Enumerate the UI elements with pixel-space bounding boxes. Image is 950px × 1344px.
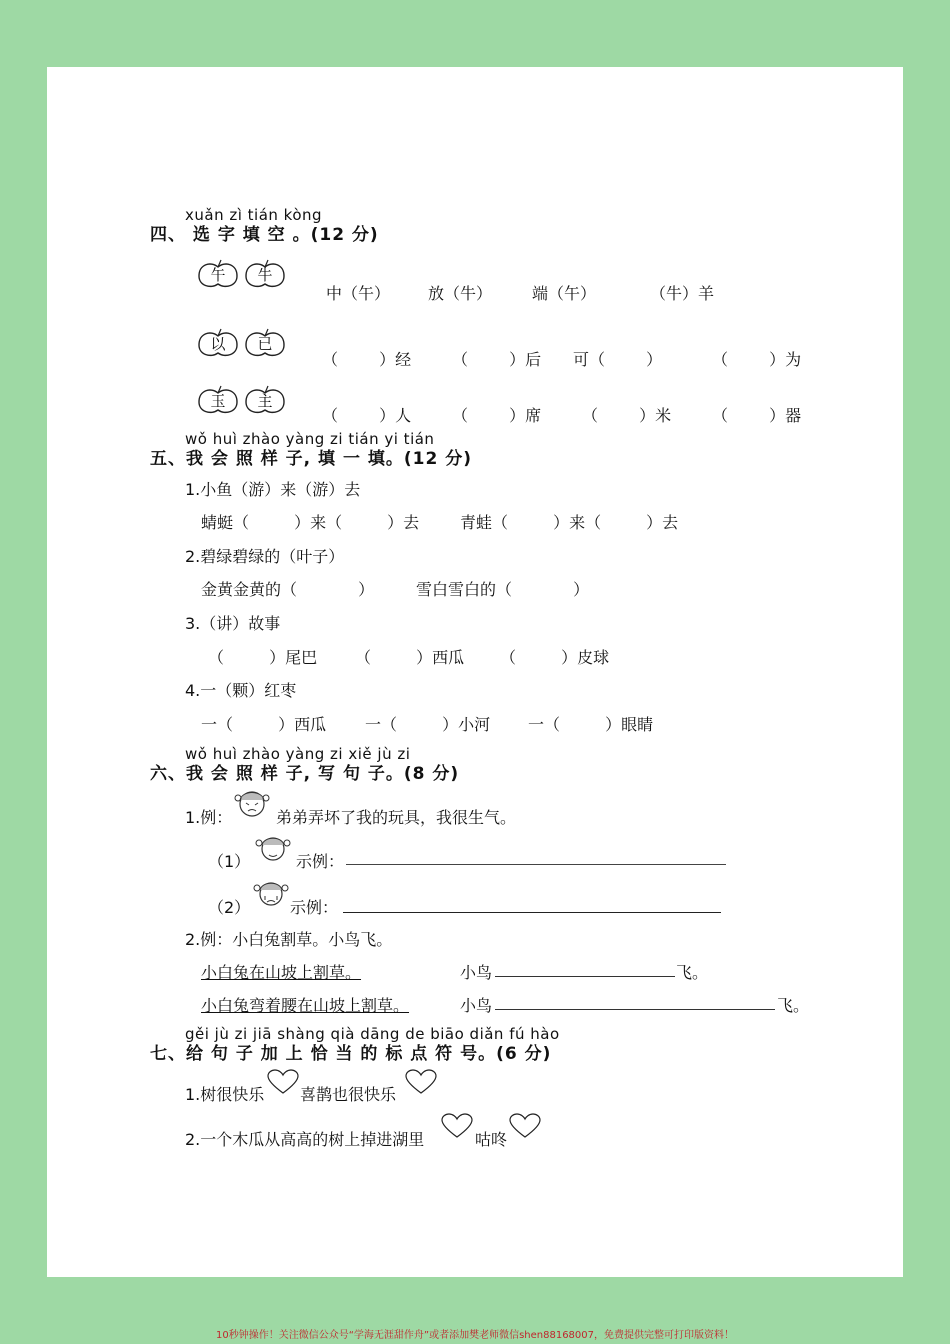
heart-blank-icon[interactable] bbox=[266, 1069, 300, 1095]
answer-line[interactable] bbox=[346, 864, 726, 865]
answer-item: 雪白雪白的（ ） bbox=[416, 580, 590, 599]
sec5-pinyin: wǒ huì zhào yàng zi tián yi tián bbox=[185, 430, 435, 448]
answer-item: 可（ ） bbox=[573, 350, 663, 369]
apple-icon: 牛 bbox=[242, 258, 288, 290]
worksheet-page bbox=[47, 67, 903, 1277]
answer-line[interactable] bbox=[343, 912, 721, 913]
sec6-pinyin: wǒ huì zhào yàng zi xiě jù zi bbox=[185, 745, 411, 763]
answer-item: （ ）器 bbox=[712, 406, 802, 425]
sentence-b-post: 飞。 bbox=[777, 996, 810, 1015]
question-part: 喜鹊也很快乐 bbox=[300, 1085, 397, 1104]
crying-girl-icon bbox=[252, 877, 290, 911]
question: 4.一（颗）红枣 bbox=[185, 681, 297, 700]
smiling-girl-icon bbox=[254, 832, 292, 866]
answer-item: 中（午） bbox=[326, 284, 391, 303]
answer-item: （ ）尾巴 bbox=[208, 648, 318, 667]
answer-item: 一（ ）小河 bbox=[365, 715, 491, 734]
apple-icon: 以 bbox=[195, 327, 241, 359]
question: 3.（讲）故事 bbox=[185, 614, 281, 633]
sentence-a-text: 小白兔弯着腰在山坡上割草。 bbox=[201, 996, 410, 1015]
heart-blank-icon[interactable] bbox=[508, 1113, 542, 1139]
answer-item: （ ）米 bbox=[582, 406, 672, 425]
sec4-title: 四、 选 字 填 空 。(12 分) bbox=[150, 225, 379, 245]
sentence-a bbox=[201, 960, 361, 983]
question-part: 咕咚 bbox=[475, 1130, 508, 1149]
sentence-b-pre: 小鸟 bbox=[460, 963, 493, 982]
example-label: 示例： bbox=[296, 852, 345, 871]
sec5-title: 五、我 会 照 样 子, 填 一 填。(12 分) bbox=[150, 449, 473, 469]
answer-item: 蜻蜓（ ）来（ ）去 bbox=[201, 513, 420, 532]
answer-item: （ ）人 bbox=[322, 406, 412, 425]
apple-icon: 玉 bbox=[195, 384, 241, 416]
answer-item: （ ）席 bbox=[452, 406, 542, 425]
answer-item: 一（ ）眼睛 bbox=[528, 715, 654, 734]
answer-item: 金黄金黄的（ ） bbox=[201, 580, 375, 599]
answer-item: （ ）后 bbox=[452, 350, 542, 369]
answer-item: 青蛙（ ）来（ ）去 bbox=[460, 513, 679, 532]
sentence-b-pre: 小鸟 bbox=[460, 996, 493, 1015]
example-sentence: 弟弟弄坏了我的玩具，我很生气。 bbox=[276, 808, 517, 827]
sentence-b-post: 飞。 bbox=[676, 963, 709, 982]
footer-note: 10秒钟操作！关注微信公众号“学海无涯甜作舟”或者添加樊老师微信shen88168007，免费提供完整可打印版资料！ bbox=[215, 1330, 735, 1341]
answer-item: （ ）为 bbox=[712, 350, 802, 369]
question-part: 1.树很快乐 bbox=[185, 1085, 265, 1104]
example-label: 示例： bbox=[290, 898, 339, 917]
sec6-title: 六、我 会 照 样 子, 写 句 子。(8 分) bbox=[150, 764, 460, 784]
answer-line[interactable] bbox=[495, 976, 675, 977]
sentence-a-text: 小白兔在山坡上割草。 bbox=[201, 963, 362, 982]
heart-blank-icon[interactable] bbox=[404, 1069, 438, 1095]
example-label: 1.例： bbox=[185, 808, 233, 827]
sub-number: （1） bbox=[208, 852, 251, 871]
question-part: 2.一个木瓜从高高的树上掉进湖里 bbox=[185, 1130, 425, 1149]
question: 1.小鱼（游）来（游）去 bbox=[185, 480, 361, 499]
answer-item: 一（ ）西瓜 bbox=[201, 715, 327, 734]
angry-girl-icon bbox=[232, 786, 272, 822]
answer-item: （ ）经 bbox=[322, 350, 412, 369]
answer-item: （ ）皮球 bbox=[500, 648, 610, 667]
question: 2.例：小白兔割草。小鸟飞。 bbox=[185, 930, 393, 949]
apple-icon: 已 bbox=[242, 327, 288, 359]
answer-item: （牛）羊 bbox=[650, 284, 715, 303]
sec4-pinyin: xuǎn zì tián kòng bbox=[185, 206, 323, 224]
heart-blank-icon[interactable] bbox=[440, 1113, 474, 1139]
question: 2.碧绿碧绿的（叶子） bbox=[185, 547, 345, 566]
sec7-title: 七、给 句 子 加 上 恰 当 的 标 点 符 号。(6 分) bbox=[150, 1044, 552, 1064]
apple-icon: 主 bbox=[242, 384, 288, 416]
sub-number: （2） bbox=[208, 898, 251, 917]
answer-item: （ ）西瓜 bbox=[355, 648, 465, 667]
answer-item: 放（牛） bbox=[428, 284, 493, 303]
answer-item: 端（午） bbox=[532, 284, 597, 303]
answer-line[interactable] bbox=[495, 1009, 775, 1010]
sentence-a bbox=[201, 993, 409, 1016]
sec7-pinyin: gěi jù zi jiā shàng qià dāng de biāo diǎn fú hào bbox=[185, 1025, 560, 1043]
apple-icon: 午 bbox=[195, 258, 241, 290]
